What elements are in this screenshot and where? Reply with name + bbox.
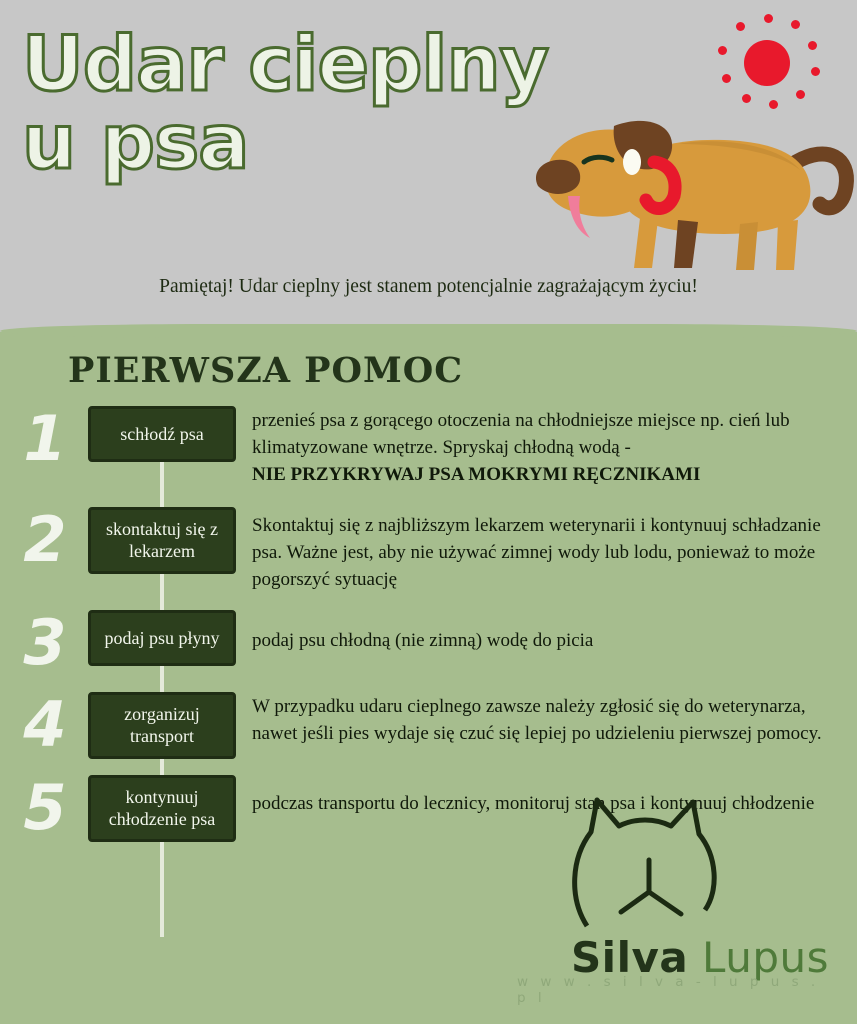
- sun-ray: [811, 67, 820, 76]
- section-title: PIERWSZA POMOC: [68, 350, 464, 391]
- first-aid-section: [0, 332, 857, 1024]
- step-description-text: Skontaktuj się z najbliższym lekarzem weterynarii i kontynuuj schładzanie psa. Ważne jest, aby nie używać zimnej wody lub lodu, ponieważ to może pogorszyć sytuację: [252, 514, 821, 590]
- step-description: [236, 692, 857, 748]
- step-number: 2: [23, 502, 65, 576]
- step-description-text: W przypadku udaru cieplnego zawsze należy zgłosić się do weterynarza, nawet jeśli pies wydaje się czuć się lepiej po udzieleniu pierwszej pomocy.: [252, 695, 822, 744]
- step-number: 1: [23, 402, 65, 475]
- page-title-line2: u psa: [22, 97, 249, 187]
- brand-name-first: Silva: [570, 933, 689, 982]
- hero-section: [0, 0, 857, 332]
- sun-ray: [808, 41, 817, 50]
- brand-logo: [517, 786, 837, 1016]
- step-description: [236, 507, 857, 594]
- list-item: [0, 687, 857, 761]
- steps-list: [0, 402, 857, 844]
- brand-url: w w w . s i l v a - l u p u s . p l: [517, 974, 820, 1006]
- step-label-chip: skontaktuj się z lekarzem: [88, 507, 236, 574]
- step-description: [236, 610, 857, 655]
- sun-core: [744, 40, 790, 86]
- step-label-chip: schłodź psa: [88, 406, 236, 462]
- list-item: [0, 605, 857, 679]
- list-item: [0, 402, 857, 489]
- sun-ray: [736, 22, 745, 31]
- step-description: [236, 406, 857, 489]
- page-title-line1: Udar cieplny: [22, 19, 549, 108]
- step-label-chip: zorganizuj transport: [88, 692, 236, 759]
- list-item: [0, 502, 857, 594]
- step-label-chip: podaj psu płyny: [88, 610, 236, 666]
- wolf-head-icon: [557, 786, 737, 936]
- sun-ray: [796, 90, 805, 99]
- step-description-text: podczas transportu do lecznicy, monitoruj stan psa i kontynuuj chłodzenie: [252, 792, 815, 814]
- step-number: 4: [23, 687, 65, 761]
- sun-ray: [718, 46, 727, 55]
- step-description-text: podaj psu chłodną (nie zimną) wodę do picia: [252, 629, 594, 651]
- step-number: 3: [23, 605, 65, 679]
- step-number: 5: [23, 770, 65, 844]
- sun-ray: [764, 14, 773, 23]
- step-warning-text: NIE PRZYKRYWAJ PSA MOKRYMI RĘCZNIKAMI: [252, 463, 701, 485]
- dog-illustration: [528, 100, 857, 280]
- hero-subtitle: Pamiętaj! Udar cieplny jest stanem potencjalnie zagrażającym życiu!: [159, 276, 698, 297]
- sun-ray: [722, 74, 731, 83]
- step-label-chip: kontynuuj chłodzenie psa: [88, 775, 236, 842]
- step-description-text: przenieś psa z gorącego otoczenia na chłodniejsze miejsce np. cień lub klimatyzowane wnętrze. Spryskaj chłodną wodą -: [252, 410, 790, 458]
- brand-name-second: Lupus: [688, 933, 829, 982]
- sun-ray: [791, 20, 800, 29]
